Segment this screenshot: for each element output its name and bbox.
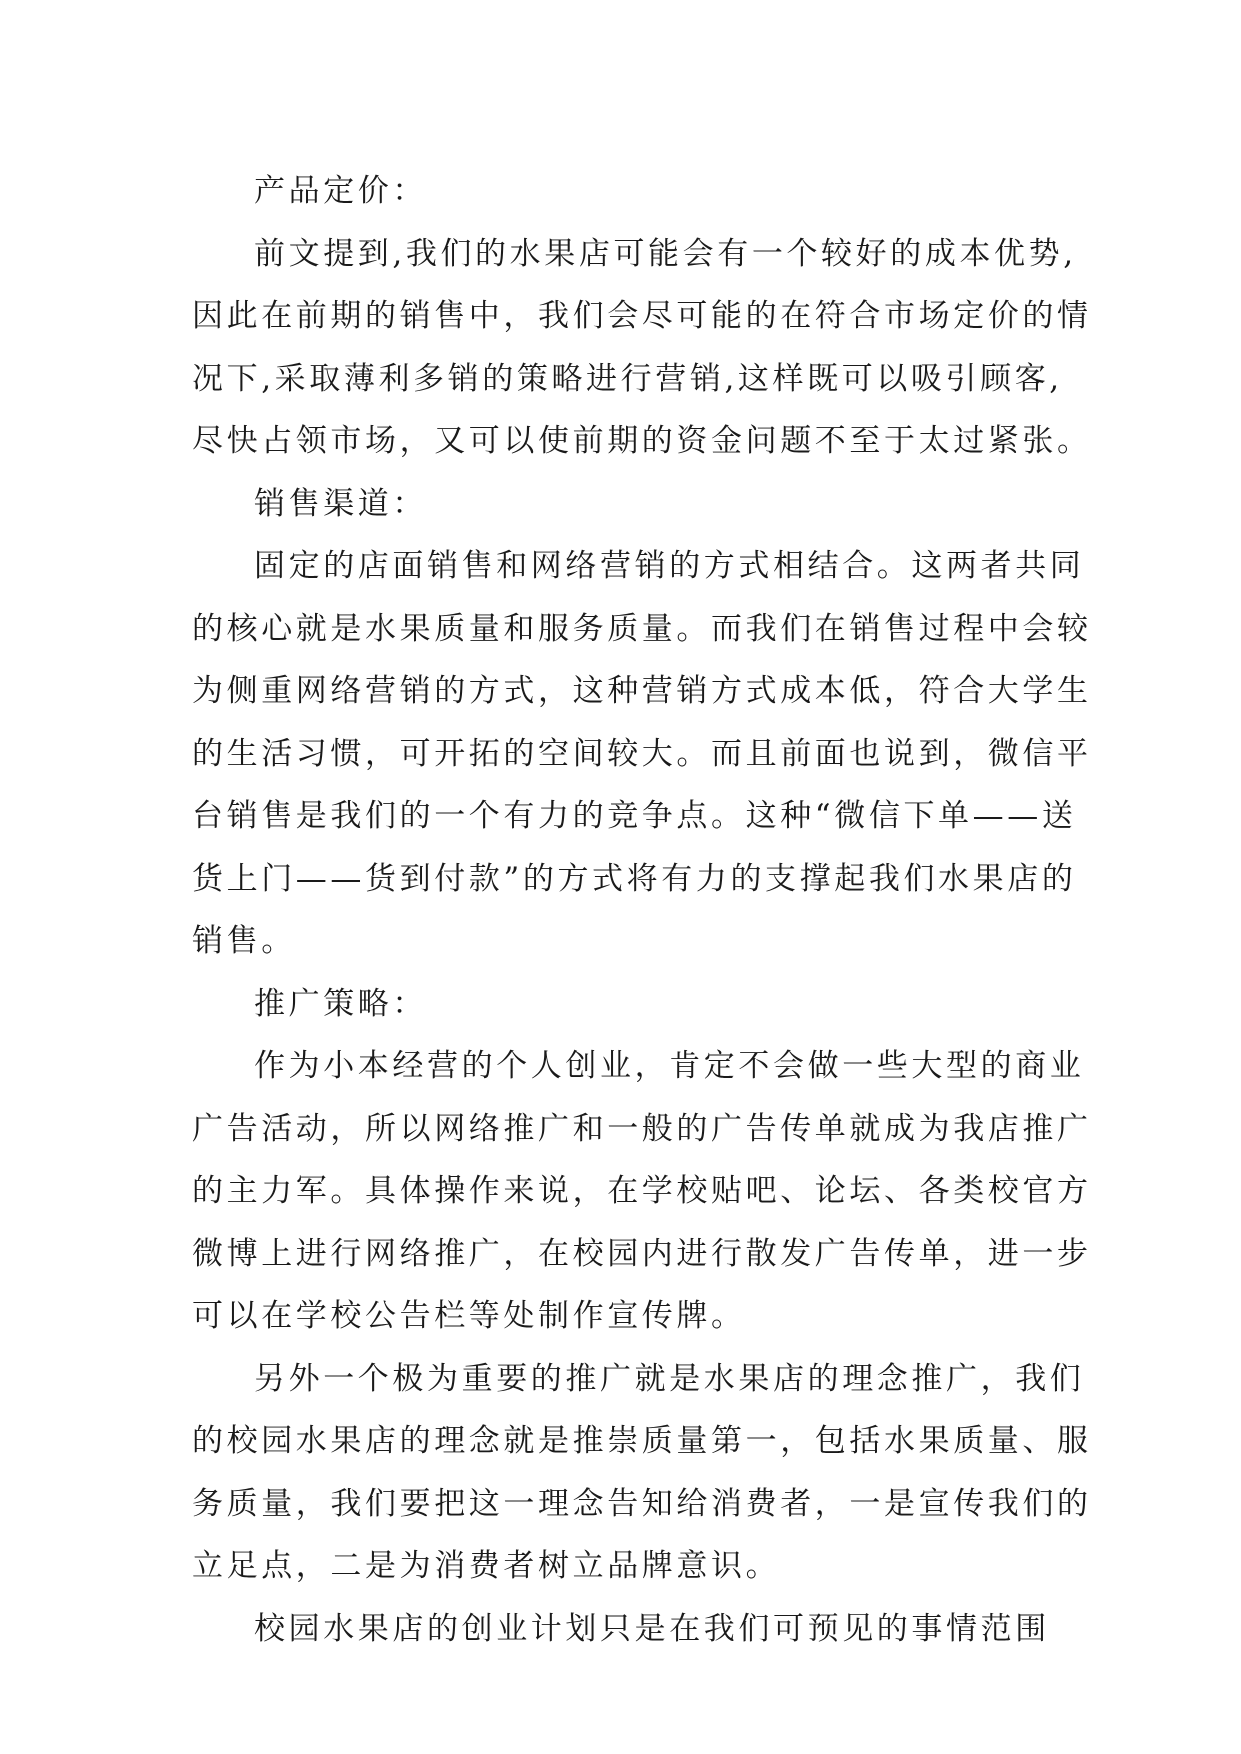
paragraph-line: 广告活动，所以网络推广和一般的广告传单就成为我店推广 bbox=[192, 1110, 1092, 1147]
paragraph-line: 的核心就是水果质量和服务质量。而我们在销售过程中会较 bbox=[192, 610, 1092, 647]
paragraph-line: 前文提到,我们的水果店可能会有一个较好的成本优势, bbox=[254, 235, 1077, 272]
section-heading-pricing: 产品定价： bbox=[254, 173, 427, 209]
paragraph-line: 的主力军。具体操作来说，在学校贴吧、论坛、各类校官方 bbox=[192, 1173, 1092, 1209]
paragraph-line: 销售。 bbox=[192, 923, 296, 959]
document-body bbox=[192, 160, 1092, 1660]
paragraph-line: 固定的店面销售和网络营销的方式相结合。这两者共同 bbox=[254, 548, 1085, 584]
paragraph-line: 的校园水果店的理念就是推崇质量第一，包括水果质量、服 bbox=[192, 1423, 1092, 1459]
paragraph-line: 作为小本经营的个人创业，肯定不会做一些大型的商业 bbox=[254, 1048, 1085, 1084]
paragraph-line: 的生活习惯，可开拓的空间较大。而且前面也说到，微信平 bbox=[192, 735, 1092, 772]
paragraph-line: 况下,采取薄利多销的策略进行营销,这样既可以吸引顾客, bbox=[192, 360, 1063, 397]
paragraph-line: 校园水果店的创业计划只是在我们可预见的事情范围 bbox=[254, 1610, 1050, 1647]
paragraph-line: 货上门——货到付款”的方式将有力的支撑起我们水果店的 bbox=[192, 860, 1077, 897]
paragraph-line: 立足点，二是为消费者树立品牌意识。 bbox=[192, 1548, 781, 1584]
paragraph-line: 可以在学校公告栏等处制作宣传牌。 bbox=[192, 1298, 746, 1334]
paragraph-line: 尽快占领市场，又可以使前期的资金问题不至于太过紧张。 bbox=[192, 423, 1092, 459]
section-heading-channels: 销售渠道： bbox=[254, 485, 427, 522]
paragraph-line: 为侧重网络营销的方式，这种营销方式成本低，符合大学生 bbox=[192, 673, 1092, 709]
section-heading-promotion: 推广策略： bbox=[254, 985, 427, 1022]
paragraph-line: 微博上进行网络推广，在校园内进行散发广告传单，进一步 bbox=[192, 1235, 1092, 1272]
paragraph-line: 另外一个极为重要的推广就是水果店的理念推广，我们 bbox=[254, 1360, 1085, 1397]
paragraph-line: 务质量，我们要把这一理念告知给消费者，一是宣传我们的 bbox=[192, 1485, 1092, 1522]
paragraph-line: 台销售是我们的一个有力的竞争点。这种“微信下单——送 bbox=[192, 798, 1077, 834]
paragraph-line: 因此在前期的销售中，我们会尽可能的在符合市场定价的情 bbox=[192, 298, 1092, 334]
